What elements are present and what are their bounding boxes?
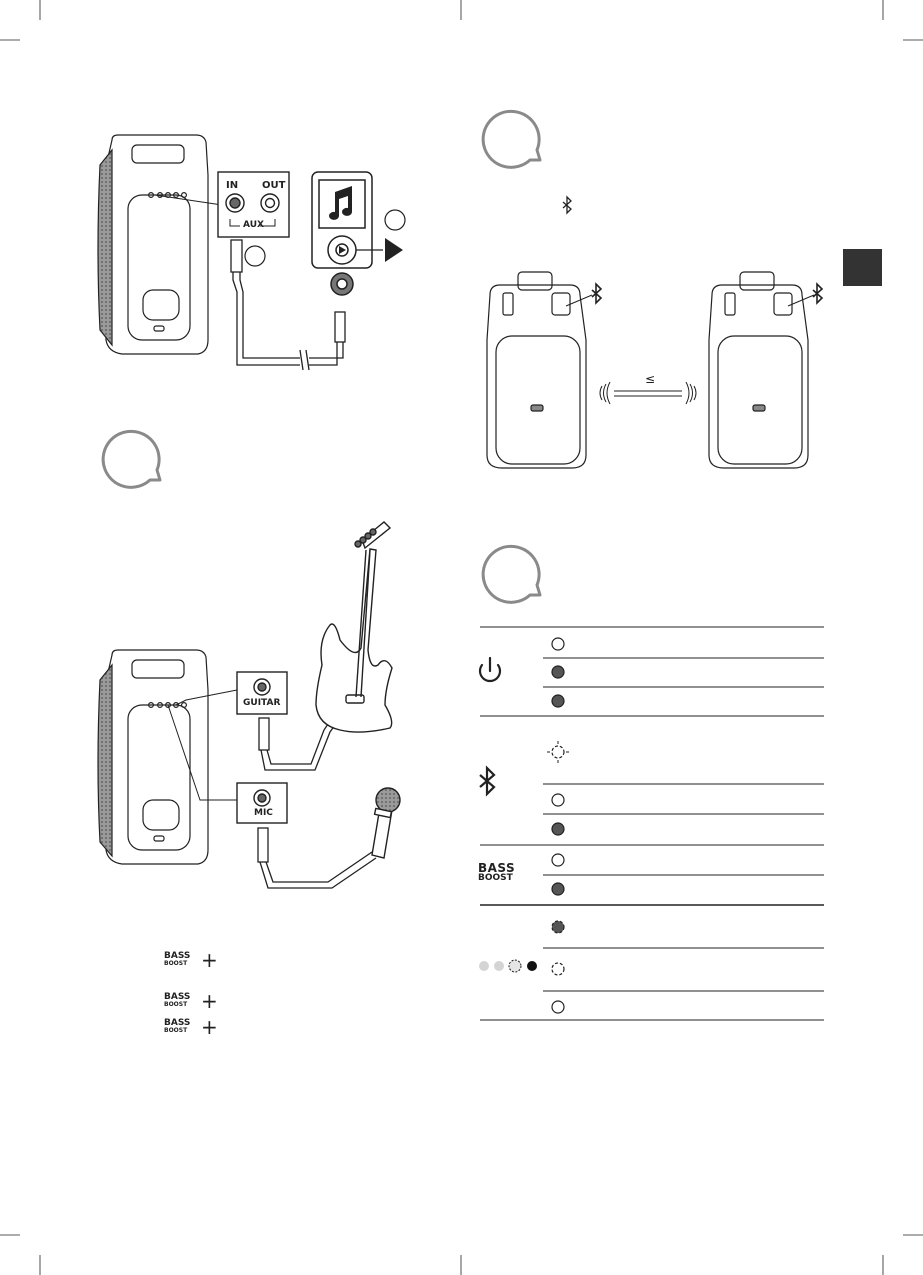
plus-sign: +	[201, 989, 218, 1013]
speaker-icon	[98, 135, 208, 354]
speaker-icon	[487, 272, 586, 468]
step-marker-3	[385, 210, 405, 230]
plus-sign: +	[201, 1015, 218, 1039]
bluetooth-icon	[563, 197, 571, 213]
bluetooth-icon	[480, 768, 494, 794]
mic-input-label: MIC	[254, 808, 273, 818]
guitar-icon	[316, 522, 392, 732]
side-tab	[843, 249, 882, 286]
microphone-icon	[372, 788, 400, 858]
bass-boost-icon: BASS BOOST	[164, 992, 191, 1008]
light-show-dots-icon	[479, 960, 537, 972]
play-arrow-icon	[385, 238, 403, 262]
speaker-icon	[709, 272, 808, 468]
mic-cable	[258, 828, 376, 888]
guitar-input-label: GUITAR	[243, 698, 281, 708]
bluetooth-icon	[813, 284, 822, 303]
speaker-icon	[98, 650, 208, 864]
led-indicators	[552, 638, 564, 1013]
bluetooth-icon	[592, 284, 601, 303]
aux-out-label: OUT	[262, 180, 286, 191]
distance-le-label: ≤	[645, 372, 656, 386]
bass-boost-icon: BASS BOOST	[164, 1018, 191, 1034]
plus-sign: +	[201, 948, 218, 972]
step-marker-2	[245, 246, 265, 266]
aux-in-label: IN	[226, 180, 239, 191]
aux-label: AUX	[243, 220, 264, 230]
power-icon	[480, 658, 500, 681]
bass-boost-icon: BASS BOOST	[164, 951, 191, 967]
bass-boost-icon: BASS BOOST	[478, 861, 516, 883]
